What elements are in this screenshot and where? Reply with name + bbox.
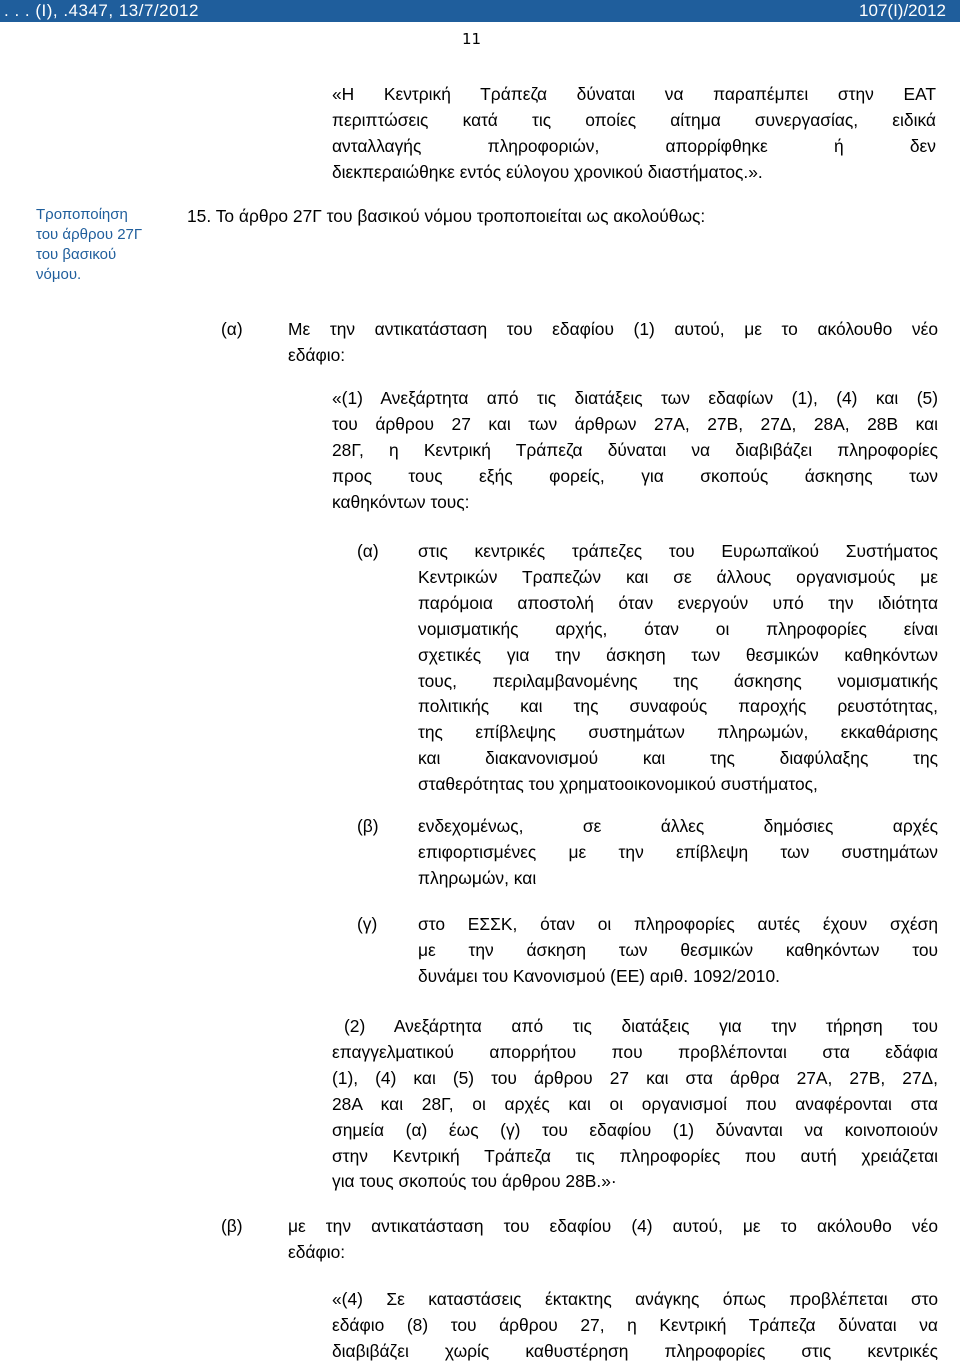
text-line: πολιτικής και της συναφούς παροχής ρευστότητας, (418, 696, 938, 717)
subsection-2 (332, 1014, 938, 1195)
header-gazette-ref: . . . (Ι), .4347, 13/7/2012 (4, 1, 199, 20)
margin-note-line: νόμου. (36, 266, 82, 283)
text-line: εδάφιο (8) του άρθρου 27, η Κεντρική Τράπεζα δύναται να (332, 1314, 938, 1335)
header-bar (0, 0, 960, 22)
section-15: 15. Το άρθρο 27Γ του βασικού νόμου τροποποιείται ως ακολούθως: (187, 206, 706, 226)
text-line: της επίβλεψης συστημάτων πληρωμών, εκκαθάρισης (418, 722, 938, 743)
text-line: περιπτώσεις κατά τις οποίες αίτημα συνεργασίας, ειδικά (332, 109, 936, 130)
quote-top (332, 82, 936, 186)
text-line: ενδεχομένως, σε άλλες δημόσιες αρχές (418, 816, 938, 836)
item-a-label: (α) (221, 319, 243, 339)
text-line: εδάφιο: (288, 1241, 346, 1262)
text-line: Κεντρικών Τραπεζών και σε άλλους οργανισμούς με (418, 566, 938, 587)
text-line: «(1) Ανεξάρτητα από τις διατάξεις των εδαφίων (1), (4) και (5) (332, 388, 938, 408)
margin-note-line: Τροποποίηση (36, 206, 128, 223)
text-line: (1), (4) και (5) του άρθρου 27 και στα άρθρα 27Α, 27Β, 27Δ, (332, 1067, 938, 1088)
text-line: σχετικές για την άσκηση των θεσμικών καθηκόντων (418, 644, 938, 665)
item-b-label: (β) (221, 1216, 243, 1236)
para-a-text (418, 539, 938, 798)
text-line: καθηκόντων τους: (332, 491, 470, 512)
text-line: (2) Ανεξάρτητα από τις διατάξεις για την τήρηση του (344, 1016, 938, 1036)
text-line: πληρωμών, και (418, 867, 537, 888)
text-line: Με την αντικατάσταση του εδαφίου (1) αυτού, με το ακόλουθο νέο (288, 319, 938, 339)
text-line: «Η Κεντρική Τράπεζα δύναται να παραπέμπει στην ΕΑΤ (332, 84, 936, 104)
text-line: δυνάμει του Κανονισμού (ΕΕ) αριθ. 1092/2010. (418, 965, 780, 986)
margin-note-line: του βασικού (36, 246, 117, 263)
text-line: προς τους εξής φορείς, για σκοπούς άσκησης των (332, 465, 938, 486)
text-line: 28Γ, η Κεντρική Τράπεζα δύναται να διαβιβάζει πληροφορίες (332, 439, 938, 460)
text-line: «(4) Σε καταστάσεις έκτακτης ανάγκης όπως προβλέπεται στο (332, 1289, 938, 1309)
para-b-label: (β) (357, 816, 379, 836)
header-law-number: 107(Ι)/2012 (859, 1, 946, 20)
text-line: ανταλλαγής πληροφοριών, απορρίφθηκε ή δεν (332, 135, 936, 156)
text-line: παρόμοια αποστολή όταν ενεργούν υπό την ιδιότητα (418, 592, 938, 613)
margin-note-line: του άρθρου 27Γ (36, 226, 143, 243)
text-line: για τους σκοπούς του άρθρου 28Β.»· (332, 1171, 617, 1192)
para-b-text (418, 814, 938, 892)
text-line: στην Κεντρική Τράπεζα τις πληροφορίες που αυτή χρειάζεται (332, 1145, 938, 1166)
text-line: στις κεντρικές τράπεζες του Ευρωπαϊκού Συστήματος (418, 541, 938, 561)
text-line: νομισματικής αρχής, όταν οι πληροφορίες είναι (418, 618, 938, 639)
text-line: με την άσκηση των θεσμικών καθηκόντων του (418, 939, 938, 960)
text-line: τους, περιλαμβανομένης της άσκησης νομισματικής (418, 670, 938, 691)
page-number: 11 (462, 30, 482, 48)
text-line: διαβιβάζει χωρίς καθυστέρηση πληροφορίες στις κεντρικές (332, 1340, 938, 1361)
text-line: στο ΕΣΣΚ, όταν οι πληροφορίες αυτές έχουν σχέση (418, 914, 938, 934)
text-line: του άρθρου 27 και των άρθρων 27Α, 27Β, 27Δ, 28Α, 28Β και (332, 413, 938, 434)
text-line: σημεία (α) έως (γ) του εδαφίου (1) δύνανται να κοινοποιούν (332, 1119, 938, 1140)
text-line: σταθερότητας του χρηματοοικονομικού συστήματος, (418, 774, 818, 795)
margin-note (36, 205, 176, 285)
text-line: επιφορτισμένες με την επίβλεψη των συστημάτων (418, 841, 938, 862)
item-a-text (288, 317, 938, 369)
para-c-label: (γ) (357, 914, 378, 934)
text-line: διεκπεραιώθηκε εντός εύλογου χρονικού διαστήματος.». (332, 161, 763, 182)
text-line: 28Α και 28Γ, οι αρχές και οι οργανισμοί που αναφέρονται στα (332, 1093, 938, 1114)
text-line: και διακανονισμού και της διαφύλαξης της (418, 748, 938, 769)
subsection-1 (332, 386, 938, 516)
text-line: επαγγελματικού απορρήτου που προβλέπονται στα εδάφια (332, 1041, 938, 1062)
text-line: εδάφιο: (288, 344, 346, 365)
item-b-text (288, 1214, 938, 1266)
subsection-4 (332, 1287, 938, 1365)
para-a-label: (α) (357, 541, 379, 561)
text-line: με την αντικατάσταση του εδαφίου (4) αυτού, με το ακόλουθο νέο (288, 1216, 938, 1236)
para-c-text (418, 912, 938, 990)
